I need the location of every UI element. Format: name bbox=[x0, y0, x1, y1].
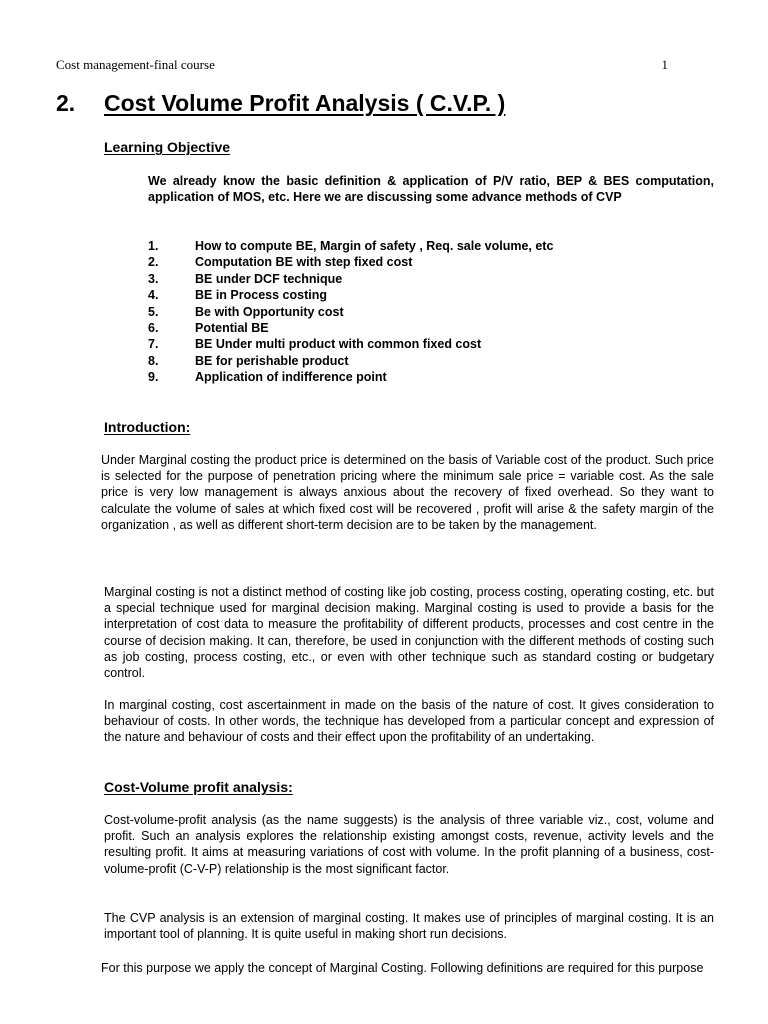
learning-objective-list bbox=[148, 238, 714, 386]
list-item: 4. BE in Process costing bbox=[148, 288, 327, 303]
page-number: 1 bbox=[661, 57, 668, 72]
chapter-title-text: Cost Volume Profit Analysis ( C.V.P. ) bbox=[104, 90, 506, 116]
introduction-heading: Introduction: bbox=[104, 419, 191, 435]
cvp-heading: Cost-Volume profit analysis: bbox=[104, 779, 293, 795]
chapter-number: 2. bbox=[56, 90, 76, 116]
list-item: 3. BE under DCF technique bbox=[148, 271, 343, 286]
list-item: 8. BE for perishable product bbox=[148, 353, 349, 368]
introduction-paragraph-3: In marginal costing, cost ascertainment in made on the basis of the nature of cost. It gives consideration to behaviour of costs. In other words, the technique has developed from a particular concept and expression of the nature and behaviour of costs and their effect upon the profitability of an undertaking. bbox=[104, 698, 714, 745]
running-header bbox=[56, 57, 668, 73]
list-item: 6. Potential BE bbox=[148, 321, 269, 336]
introduction-paragraph-1: Under Marginal costing the product price is determined on the basis of Variable cost of the product. Such price is selected for the purpose of penetration pricing where the minimum sale price = variable cost. As the sale price is very low management is always anxious about the recovery of fixed overhead. So they want to calculate the volume of sales at which fixed cost will be recovered , profit will arise & the safety margin of the organization , as well as different short-term decision are to be taken by the management. bbox=[101, 453, 714, 532]
list-item: 5. Be with Opportunity cost bbox=[148, 304, 344, 319]
list-item: 7. BE Under multi product with common fixed cost bbox=[148, 337, 482, 352]
list-item: 2. Computation BE with step fixed cost bbox=[148, 255, 413, 270]
cvp-paragraph-2: The CVP analysis is an extension of marginal costing. It makes use of principles of marginal costing. It is an important tool of planning. It is quite useful in making short run decisions. bbox=[104, 911, 714, 942]
cvp-paragraph-3: For this purpose we apply the concept of Marginal Costing. Following definitions are required for this purpose bbox=[101, 961, 704, 975]
cvp-paragraph-1: Cost-volume-profit analysis (as the name suggests) is the analysis of three variable viz., cost, volume and profit. Such an analysis explores the relationship existing amongst costs, revenue, activity levels and the resulting profit. It aims at measuring variations of cost with volume. In the profit planning of a business, cost-volume-profit (C-V-P) relationship is the most significant factor. bbox=[104, 813, 714, 876]
list-item: 1. How to compute BE, Margin of safety , Req. sale volume, etc bbox=[148, 239, 554, 253]
course-title: Cost management-final course bbox=[56, 57, 215, 72]
learning-objective-intro: We already know the basic definition & application of P/V ratio, BEP & BES computation, application of MOS, etc. Here we are discussing some advance methods of CVP bbox=[148, 174, 714, 204]
chapter-title bbox=[56, 90, 505, 117]
introduction-paragraph-2: Marginal costing is not a distinct method of costing like job costing, process costing, operating costing, etc. but a special technique used for marginal decision making. Marginal costing is used to provide a basis for the interpretation of cost data to measure the profitability of different products, processes and cost centre in the course of decision making. It can, therefore, be used in conjunction with the different methods of costing such as job costing, process costing, etc., or even with other technique such as standard costing or budgetary control. bbox=[104, 585, 714, 681]
learning-objective-heading: Learning Objective bbox=[104, 139, 231, 155]
list-item: 9. Application of indifference point bbox=[148, 370, 387, 385]
